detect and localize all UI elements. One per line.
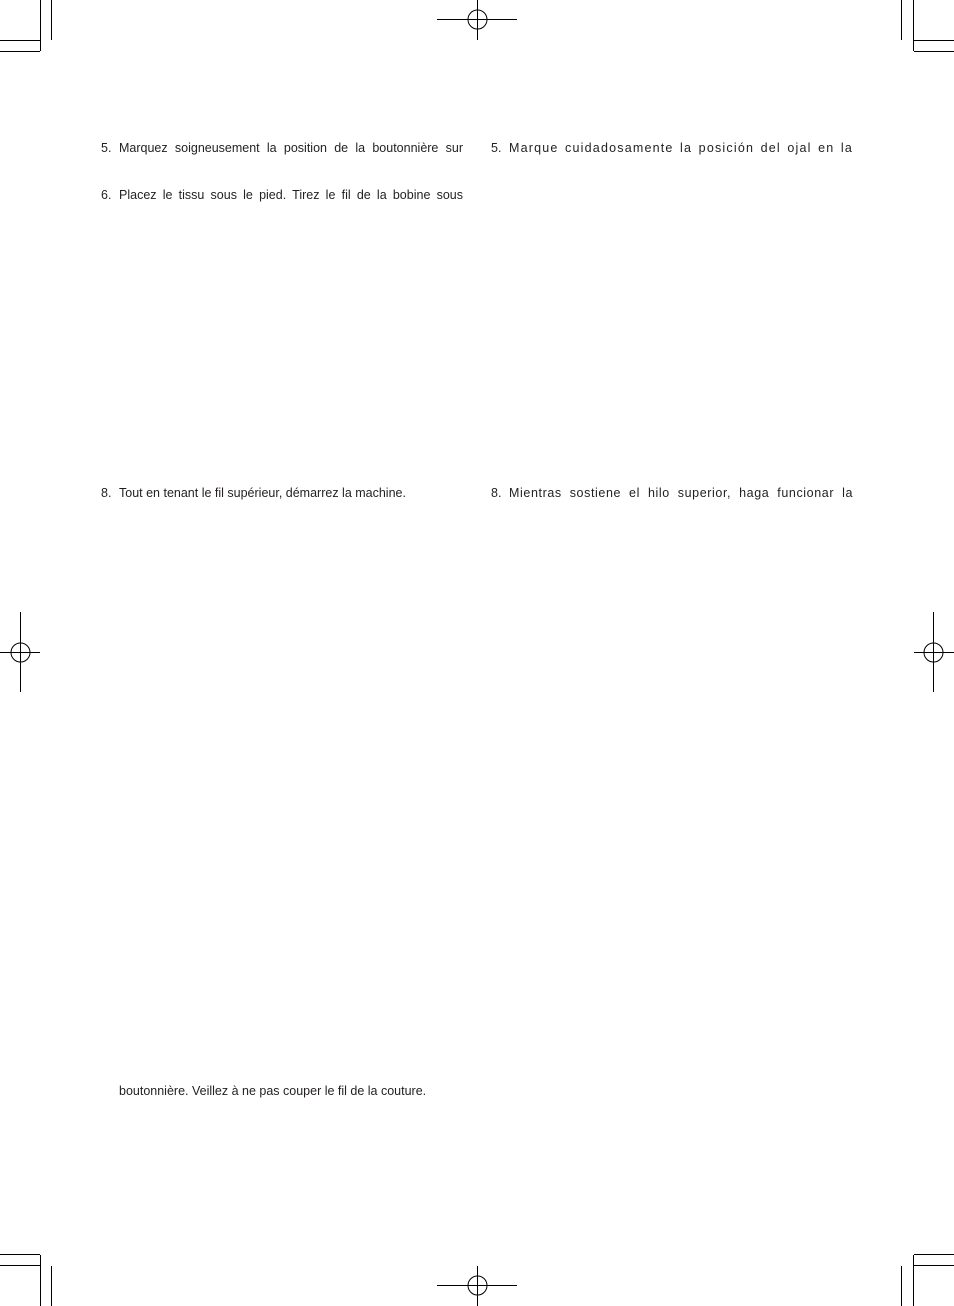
- es-item-8-number: 8.: [491, 486, 502, 500]
- crop-mark-top-right: [902, 0, 954, 52]
- fr-continuation-text: boutonnière. Veillez à ne pas couper le fil de la couture.: [119, 1084, 427, 1098]
- registration-mark-right: [914, 612, 954, 692]
- es-item-5: [491, 140, 853, 156]
- es-item-5-text: Marque cuidadosamente la posición del ojal en la: [509, 141, 853, 155]
- fr-item-8-text: Tout en tenant le fil supérieur, démarrez la machine.: [119, 486, 406, 500]
- crop-mark-bottom-left: [0, 1255, 52, 1306]
- fr-item-8-number: 8.: [101, 486, 112, 500]
- fr-item-6-number: 6.: [101, 188, 112, 202]
- crop-mark-bottom-right: [902, 1255, 954, 1306]
- fr-item-5-text: Marquez soigneusement la position de la boutonnière sur: [119, 141, 463, 155]
- es-item-8: [491, 485, 853, 501]
- registration-mark-top: [437, 0, 517, 40]
- fr-item-5-number: 5.: [101, 141, 112, 155]
- es-item-5-number: 5.: [491, 141, 502, 155]
- fr-continuation: [101, 1083, 463, 1099]
- registration-mark-left: [0, 612, 40, 692]
- fr-item-6-text: Placez le tissu sous le pied. Tirez le fil de la bobine sous: [119, 188, 463, 202]
- crop-mark-top-left: [0, 0, 52, 52]
- fr-item-8: [101, 485, 463, 501]
- registration-mark-bottom: [437, 1266, 517, 1306]
- es-item-8-text: Mientras sostiene el hilo superior, haga funcionar la: [509, 486, 853, 500]
- fr-item-5: [101, 140, 463, 156]
- fr-item-6: [101, 187, 463, 203]
